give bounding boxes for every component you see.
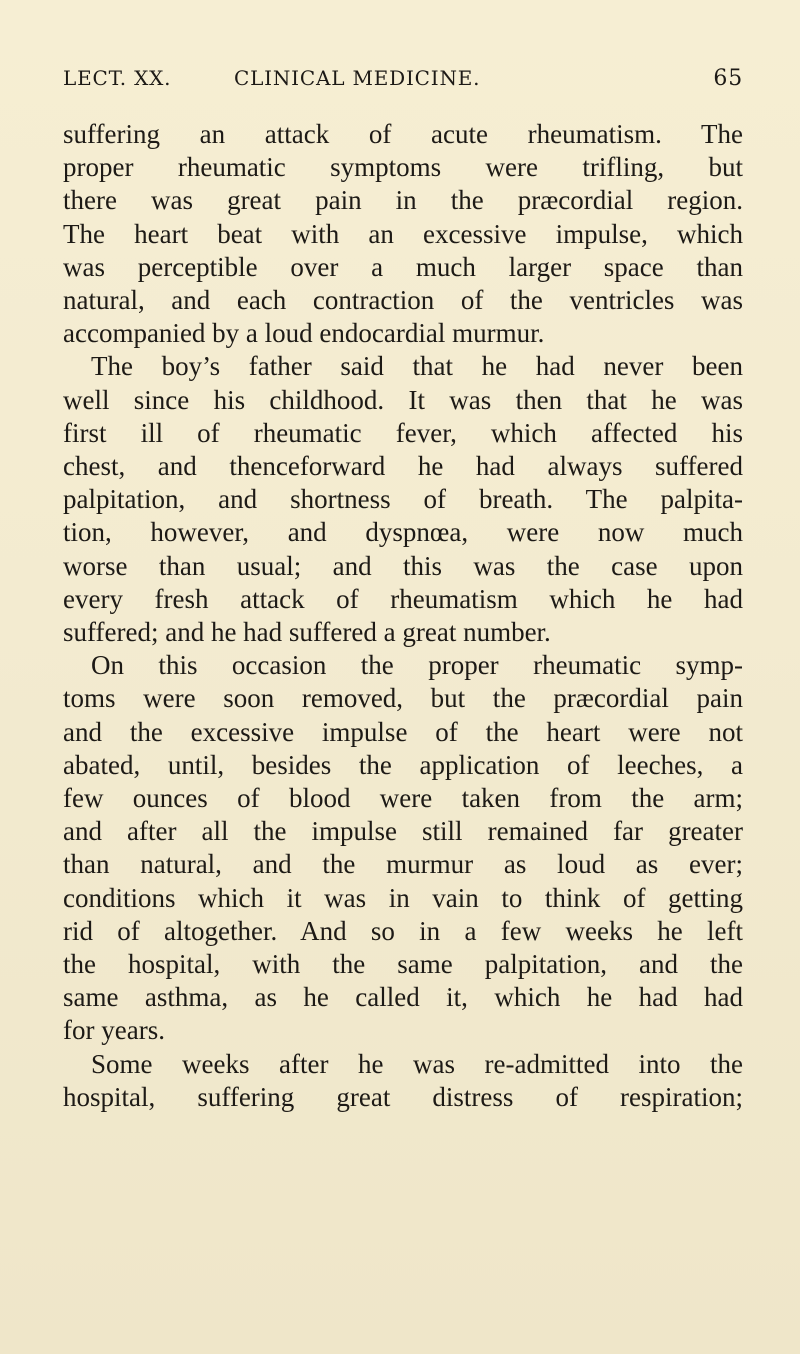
text-line: Some weeks after he was re-admitted into the bbox=[91, 1048, 743, 1079]
text-line: rid of altogether. And so in a few weeks he left bbox=[63, 915, 743, 946]
text-line: there was great pain in the præcordial region. bbox=[63, 185, 743, 216]
text-line: chest, and thenceforward he had always suffered bbox=[63, 451, 743, 482]
text-line: was perceptible over a much larger space than bbox=[63, 251, 743, 282]
text-line: tion, however, and dyspnœa, were now much bbox=[63, 517, 743, 548]
text-line: for years. bbox=[63, 1015, 165, 1046]
text-line: accompanied by a loud endocardial murmur. bbox=[63, 318, 545, 349]
lecture-number: LECT. XX. bbox=[63, 66, 172, 90]
text-line: few ounces of blood were taken from the arm; bbox=[63, 783, 743, 814]
text-line: and after all the impulse still remained far greater bbox=[63, 816, 743, 847]
text-line: suffering an attack of acute rheumatism. The bbox=[63, 119, 743, 149]
text-line: On this occasion the proper rheumatic symp- bbox=[91, 650, 743, 681]
body-text bbox=[63, 118, 743, 1114]
text-line: palpitation, and shortness of breath. The palpita- bbox=[63, 484, 743, 515]
text-line: suffered; and he had suffered a great number. bbox=[63, 617, 551, 648]
text-line: worse than usual; and this was the case upon bbox=[63, 550, 743, 581]
text-line: toms were soon removed, but the præcordial pain bbox=[63, 683, 743, 714]
text-line: and the excessive impulse of the heart were not bbox=[63, 716, 743, 747]
text-line: same asthma, as he called it, which he had had bbox=[63, 982, 743, 1013]
text-line: natural, and each contraction of the ventricles was bbox=[63, 285, 743, 316]
page-number: 65 bbox=[713, 66, 743, 91]
text-line: hospital, suffering great distress of respiration; bbox=[63, 1081, 743, 1112]
text-line: the hospital, with the same palpitation, and the bbox=[63, 949, 743, 980]
text-line: abated, until, besides the application of leeches, a bbox=[63, 749, 743, 780]
text-line: The boy’s father said that he had never been bbox=[91, 351, 743, 382]
text-line: than natural, and the murmur as loud as ever; bbox=[63, 849, 743, 880]
text-line: The heart beat with an excessive impulse, which bbox=[63, 218, 743, 249]
text-line: conditions which it was in vain to think of getting bbox=[63, 882, 743, 913]
text-line: first ill of rheumatic fever, which affected his bbox=[63, 417, 743, 448]
text-line: every fresh attack of rheumatism which he had bbox=[63, 583, 743, 614]
running-head bbox=[63, 66, 743, 96]
book-title-header: CLINICAL MEDICINE. bbox=[234, 66, 481, 90]
text-line: well since his childhood. It was then that he was bbox=[63, 384, 743, 415]
text-line: proper rheumatic symptoms were trifling, but bbox=[63, 152, 743, 183]
